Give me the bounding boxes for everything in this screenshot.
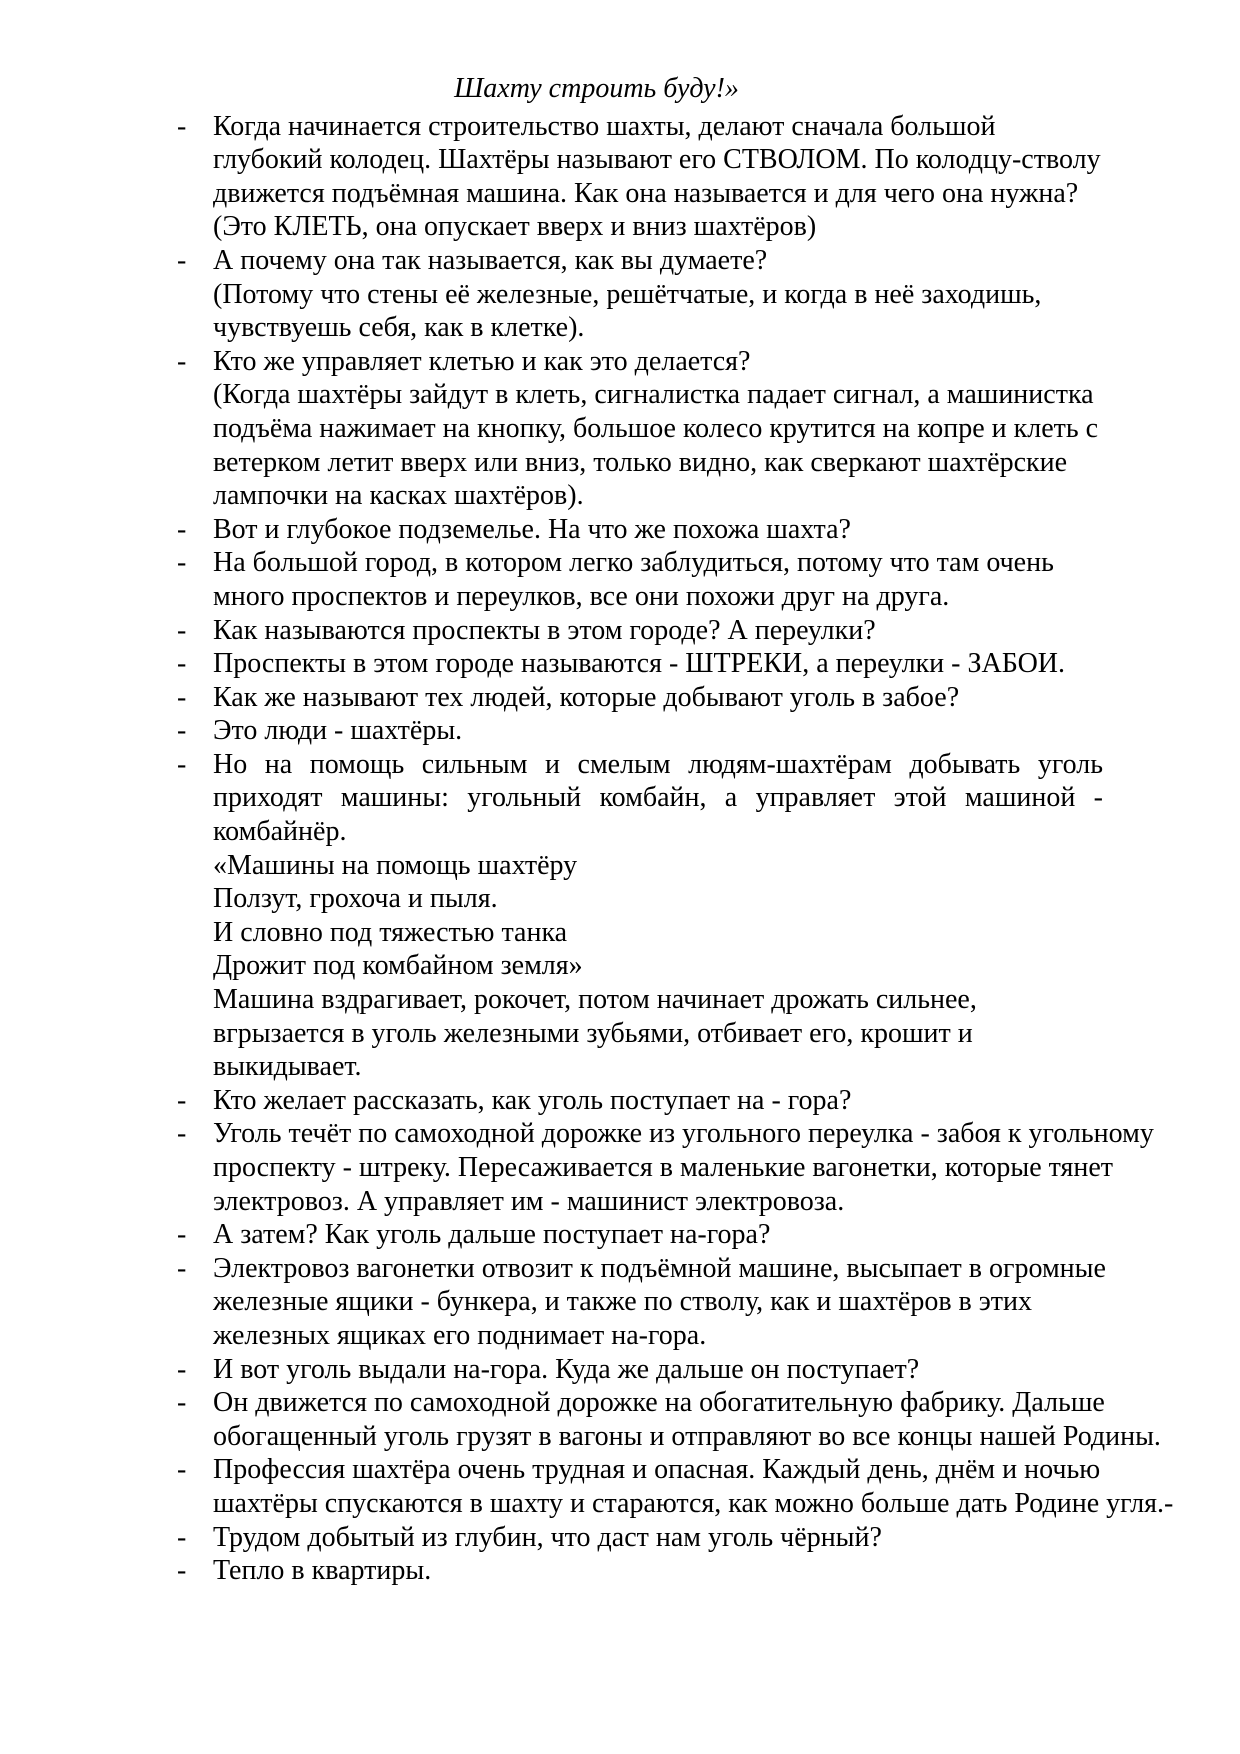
text-line: Машина вздрагивает, рокочет, потом начинает дрожать сильнее, [213, 984, 977, 1016]
text-line: шахтёры спускаются в шахту и стараются, как можно больше дать Родине угля.- [213, 1487, 1174, 1519]
text-line: Электровоз вагонетки отвозит к подъёмной машине, высыпает в огромные [213, 1252, 1106, 1284]
text-line: приходят машины: угольный комбайн, а управляет этой машиной - [213, 782, 1103, 814]
list-item [177, 681, 1240, 715]
dialogue-list [177, 110, 1240, 1588]
text-line: железных ящиках его поднимает на-гора. [213, 1319, 707, 1351]
text-line: Это люди - шахтёры. [213, 715, 463, 747]
list-item [177, 1386, 1240, 1453]
text-line: (Потому что стены её железные, решётчатые, и когда в неё заходишь, [213, 278, 1042, 310]
list-item-text [213, 1453, 1174, 1520]
list-item-text [213, 110, 1103, 244]
list-item [177, 546, 1240, 613]
text-line: (Это КЛЕТЬ, она опускает вверх и вниз шахтёров) [213, 211, 817, 243]
dash-marker: - [177, 1252, 187, 1284]
text-line: На большой город, в котором легко заблудиться, потому что там очень [213, 547, 1054, 579]
text-line: Вот и глубокое подземелье. На что же похожа шахта? [213, 513, 851, 545]
text-line: комбайнёр. [213, 816, 347, 848]
list-item-text [213, 1386, 1161, 1453]
dash-marker: - [177, 110, 187, 142]
text-line: Ползут, грохоча и пыля. [213, 883, 498, 915]
dash-marker: - [177, 681, 187, 713]
list-item-text [213, 1554, 1103, 1588]
text-line: Кто же управляет клетью и как это делается? [213, 345, 751, 377]
list-item [177, 1353, 1240, 1387]
list-item [177, 1521, 1240, 1555]
list-item-text [213, 345, 1103, 513]
list-item-text [213, 244, 1103, 345]
dash-marker: - [177, 715, 187, 747]
text-line: глубокий колодец. Шахтёры называют его СТВОЛОМ. По колодцу-стволу [213, 144, 1101, 176]
list-item-text [213, 513, 1103, 547]
list-item-text [213, 748, 1103, 1084]
text-line: выкидывает. [213, 1051, 362, 1083]
text-line: Профессия шахтёра очень трудная и опасная. Каждый день, днём и ночью [213, 1454, 1101, 1486]
text-line: лампочки на касках шахтёров). [213, 480, 584, 512]
list-item-text [213, 546, 1103, 613]
text-line: подъёма нажимает на кнопку, большое колесо крутится на копре и клеть с [213, 412, 1099, 444]
list-item [177, 1453, 1240, 1520]
dash-marker: - [177, 614, 187, 646]
list-item-text [213, 647, 1103, 681]
list-item [177, 1117, 1240, 1218]
list-item-text [213, 1117, 1154, 1218]
text-line: А затем? Как уголь дальше поступает на-гора? [213, 1219, 771, 1251]
text-line: электровоз. А управляет им - машинист электровоза. [213, 1185, 845, 1217]
text-line: проспекту - штреку. Пересаживается в маленькие вагонетки, которые тянет [213, 1152, 1114, 1183]
text-line: ветерком летит вверх или вниз, только видно, как сверкают шахтёрские [213, 446, 1068, 478]
text-line: Проспекты в этом городе называются - ШТРЕКИ, а переулки - ЗАБОИ. [213, 648, 1066, 680]
list-item [177, 345, 1240, 513]
dash-marker: - [177, 1555, 187, 1587]
list-item-text [213, 614, 1103, 648]
text-line: Кто желает рассказать, как уголь поступает на - гора? [213, 1084, 852, 1116]
dash-marker: - [177, 1219, 187, 1251]
dash-marker: - [177, 1521, 187, 1553]
text-line: Как называются проспекты в этом городе? А переулки? [213, 614, 876, 646]
dash-marker: - [177, 345, 187, 377]
dash-marker: - [177, 1454, 187, 1486]
dash-marker: - [177, 748, 187, 780]
text-line: «Машины на помощь шахтёру [213, 849, 578, 881]
list-item-text [213, 1218, 1103, 1252]
text-line: движется подъёмная машина. Как она называется и для чего она нужна? [213, 177, 1079, 209]
text-line: (Когда шахтёры зайдут в клеть, сигналистка падает сигнал, а машинистка [213, 379, 1094, 411]
list-item [177, 1252, 1240, 1353]
dash-marker: - [177, 547, 187, 579]
dash-marker: - [177, 1084, 187, 1116]
text-line: Он движется по самоходной дорожке на обогатительную фабрику. Дальше [213, 1387, 1105, 1419]
list-item [177, 748, 1240, 1084]
list-item [177, 647, 1240, 681]
list-item [177, 1218, 1240, 1252]
text-line: чувствуешь себя, как в клетке). [213, 312, 585, 344]
list-item [177, 614, 1240, 648]
text-line: железные ящики - бункера, и также по стволу, как и шахтёров в этих [213, 1286, 1032, 1318]
list-item [177, 714, 1240, 748]
text-line: И словно под тяжестью танка [213, 916, 568, 948]
list-item [177, 110, 1240, 244]
dash-marker: - [177, 1118, 187, 1150]
dash-marker: - [177, 1353, 187, 1385]
list-item-text [213, 1084, 1103, 1118]
text-line: Трудом добытый из глубин, что даст нам уголь чёрный? [213, 1521, 882, 1553]
list-item [177, 1554, 1240, 1588]
text-line: Дрожит под комбайном земля» [213, 950, 583, 982]
list-item [177, 244, 1240, 345]
list-item [177, 513, 1240, 547]
dash-marker: - [177, 513, 187, 545]
document-title: Шахту строить буду!» [454, 73, 739, 104]
list-item-text [213, 1521, 1103, 1555]
text-line: А почему она так называется, как вы думаете? [213, 244, 768, 276]
text-line: Тепло в квартиры. [213, 1555, 432, 1587]
text-line: Когда начинается строительство шахты, делают сначала большой [213, 110, 996, 142]
text-line: много проспектов и переулков, все они похожи друг на друга. [213, 580, 950, 612]
dash-marker: - [177, 1387, 187, 1419]
text-line: Как же называют тех людей, которые добывают уголь в забое? [213, 681, 960, 713]
list-item [177, 1084, 1240, 1118]
text-line: Уголь течёт по самоходной дорожке из угольного переулка - забоя к угольному [213, 1118, 1154, 1150]
list-item-text [213, 714, 1103, 748]
list-item-text [213, 1353, 1103, 1387]
text-line: вгрызается в уголь железными зубьями, отбивает его, крошит и [213, 1017, 973, 1049]
text-line: обогащенный уголь грузят в вагоны и отправляют во все концы нашей Родины. [213, 1420, 1161, 1452]
text-line: И вот уголь выдали на-гора. Куда же дальше он поступает? [213, 1353, 920, 1385]
text-line: Но на помощь сильным и смелым людям-шахтёрам добывать уголь [213, 748, 1103, 780]
list-item-text [213, 1252, 1106, 1353]
dash-marker: - [177, 244, 187, 276]
dash-marker: - [177, 648, 187, 680]
list-item-text [213, 681, 1103, 715]
